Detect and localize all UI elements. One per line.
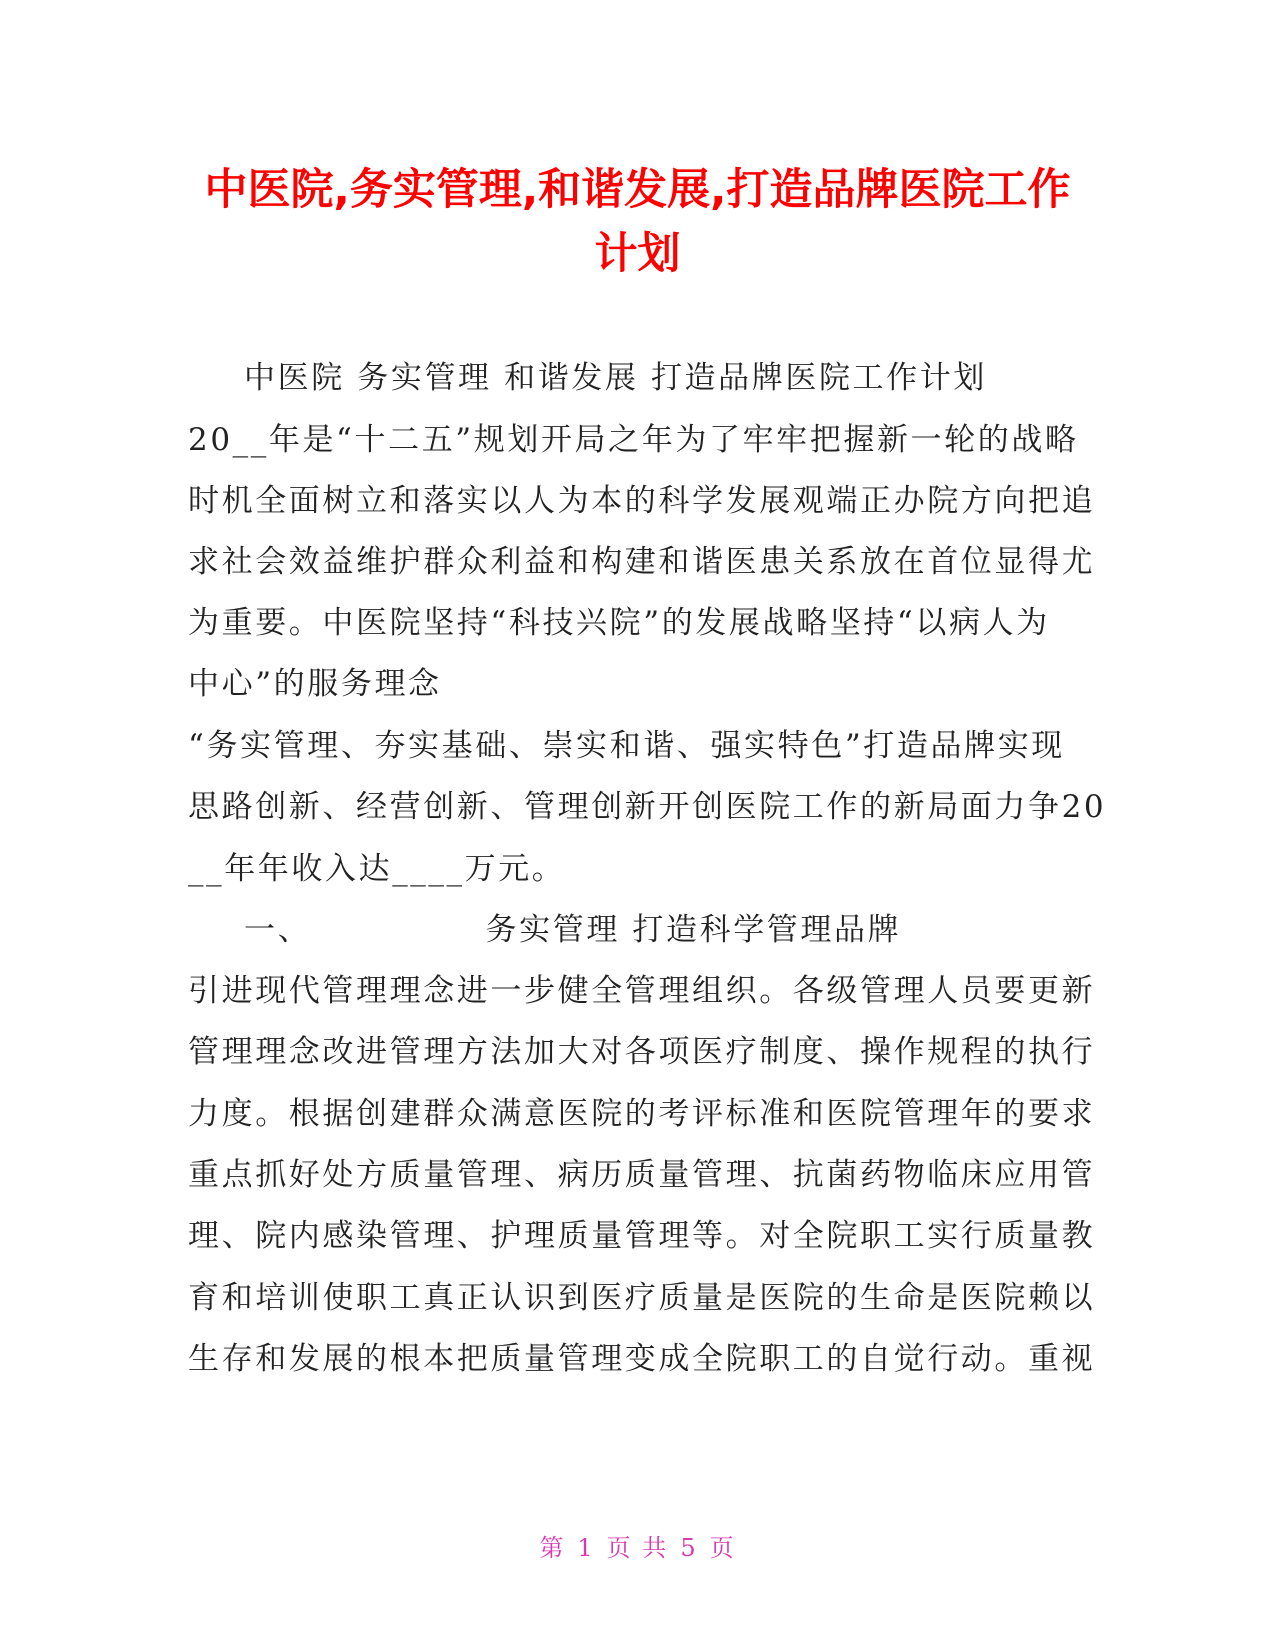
- body-line: 时机全面树立和落实以人为本的科学发展观端正办院方向把追: [188, 483, 1096, 519]
- body-line: 求社会效益维护群众利益和构建和谐医患关系放在首位显得尤: [188, 544, 1096, 580]
- body-line: 引进现代管理理念进一步健全管理组织。各级管理人员要更新: [188, 973, 1096, 1009]
- footer-suffix: 页: [709, 1534, 736, 1562]
- footer-current-page: 1: [577, 1534, 595, 1562]
- page-footer: [0, 1528, 1275, 1563]
- footer-middle: 页 共: [606, 1534, 669, 1562]
- body-line: 中心”的服务理念: [188, 666, 442, 702]
- body-line: 理、院内感染管理、护理质量管理等。对全院职工实行质量教: [188, 1218, 1096, 1254]
- body-line: 管理理念改进管理方法加大对各项医疗制度、操作规程的执行: [188, 1034, 1096, 1070]
- body-line: 思路创新、经营创新、管理创新开创医院工作的新局面力争20: [188, 789, 1107, 825]
- title-line-1: 中医院,务实管理,和谐发展,打造品牌医院工作: [204, 165, 1071, 215]
- body-line: 育和培训使职工真正认识到医疗质量是医院的生命是医院赖以: [188, 1280, 1096, 1316]
- subtitle-line: 中医院 务实管理 和谐发展 打造品牌医院工作计划: [244, 360, 987, 396]
- footer-total-pages: 5: [680, 1534, 698, 1562]
- body-line: __年年收入达____万元。: [188, 851, 566, 887]
- title-line-2: 计划: [594, 229, 681, 279]
- page-title: [120, 158, 1155, 286]
- section-heading: 一、 务实管理 打造科学管理品牌: [244, 912, 902, 948]
- body-line: 为重要。中医院坚持“科技兴院”的发展战略坚持“以病人为: [188, 605, 1050, 641]
- body-line: 20__年是“十二五”规划开局之年为了牢牢把握新一轮的战略: [188, 422, 1079, 458]
- body-line: 重点抓好处方质量管理、病历质量管理、抗菌药物临床应用管: [188, 1157, 1096, 1193]
- footer-prefix: 第: [539, 1534, 566, 1562]
- body-line: 生存和发展的根本把质量管理变成全院职工的自觉行动。重视: [188, 1341, 1096, 1377]
- body-line: “务实管理、夯实基础、崇实和谐、强实特色”打造品牌实现: [188, 728, 1065, 764]
- body-line: 力度。根据创建群众满意医院的考评标准和医院管理年的要求: [188, 1096, 1096, 1132]
